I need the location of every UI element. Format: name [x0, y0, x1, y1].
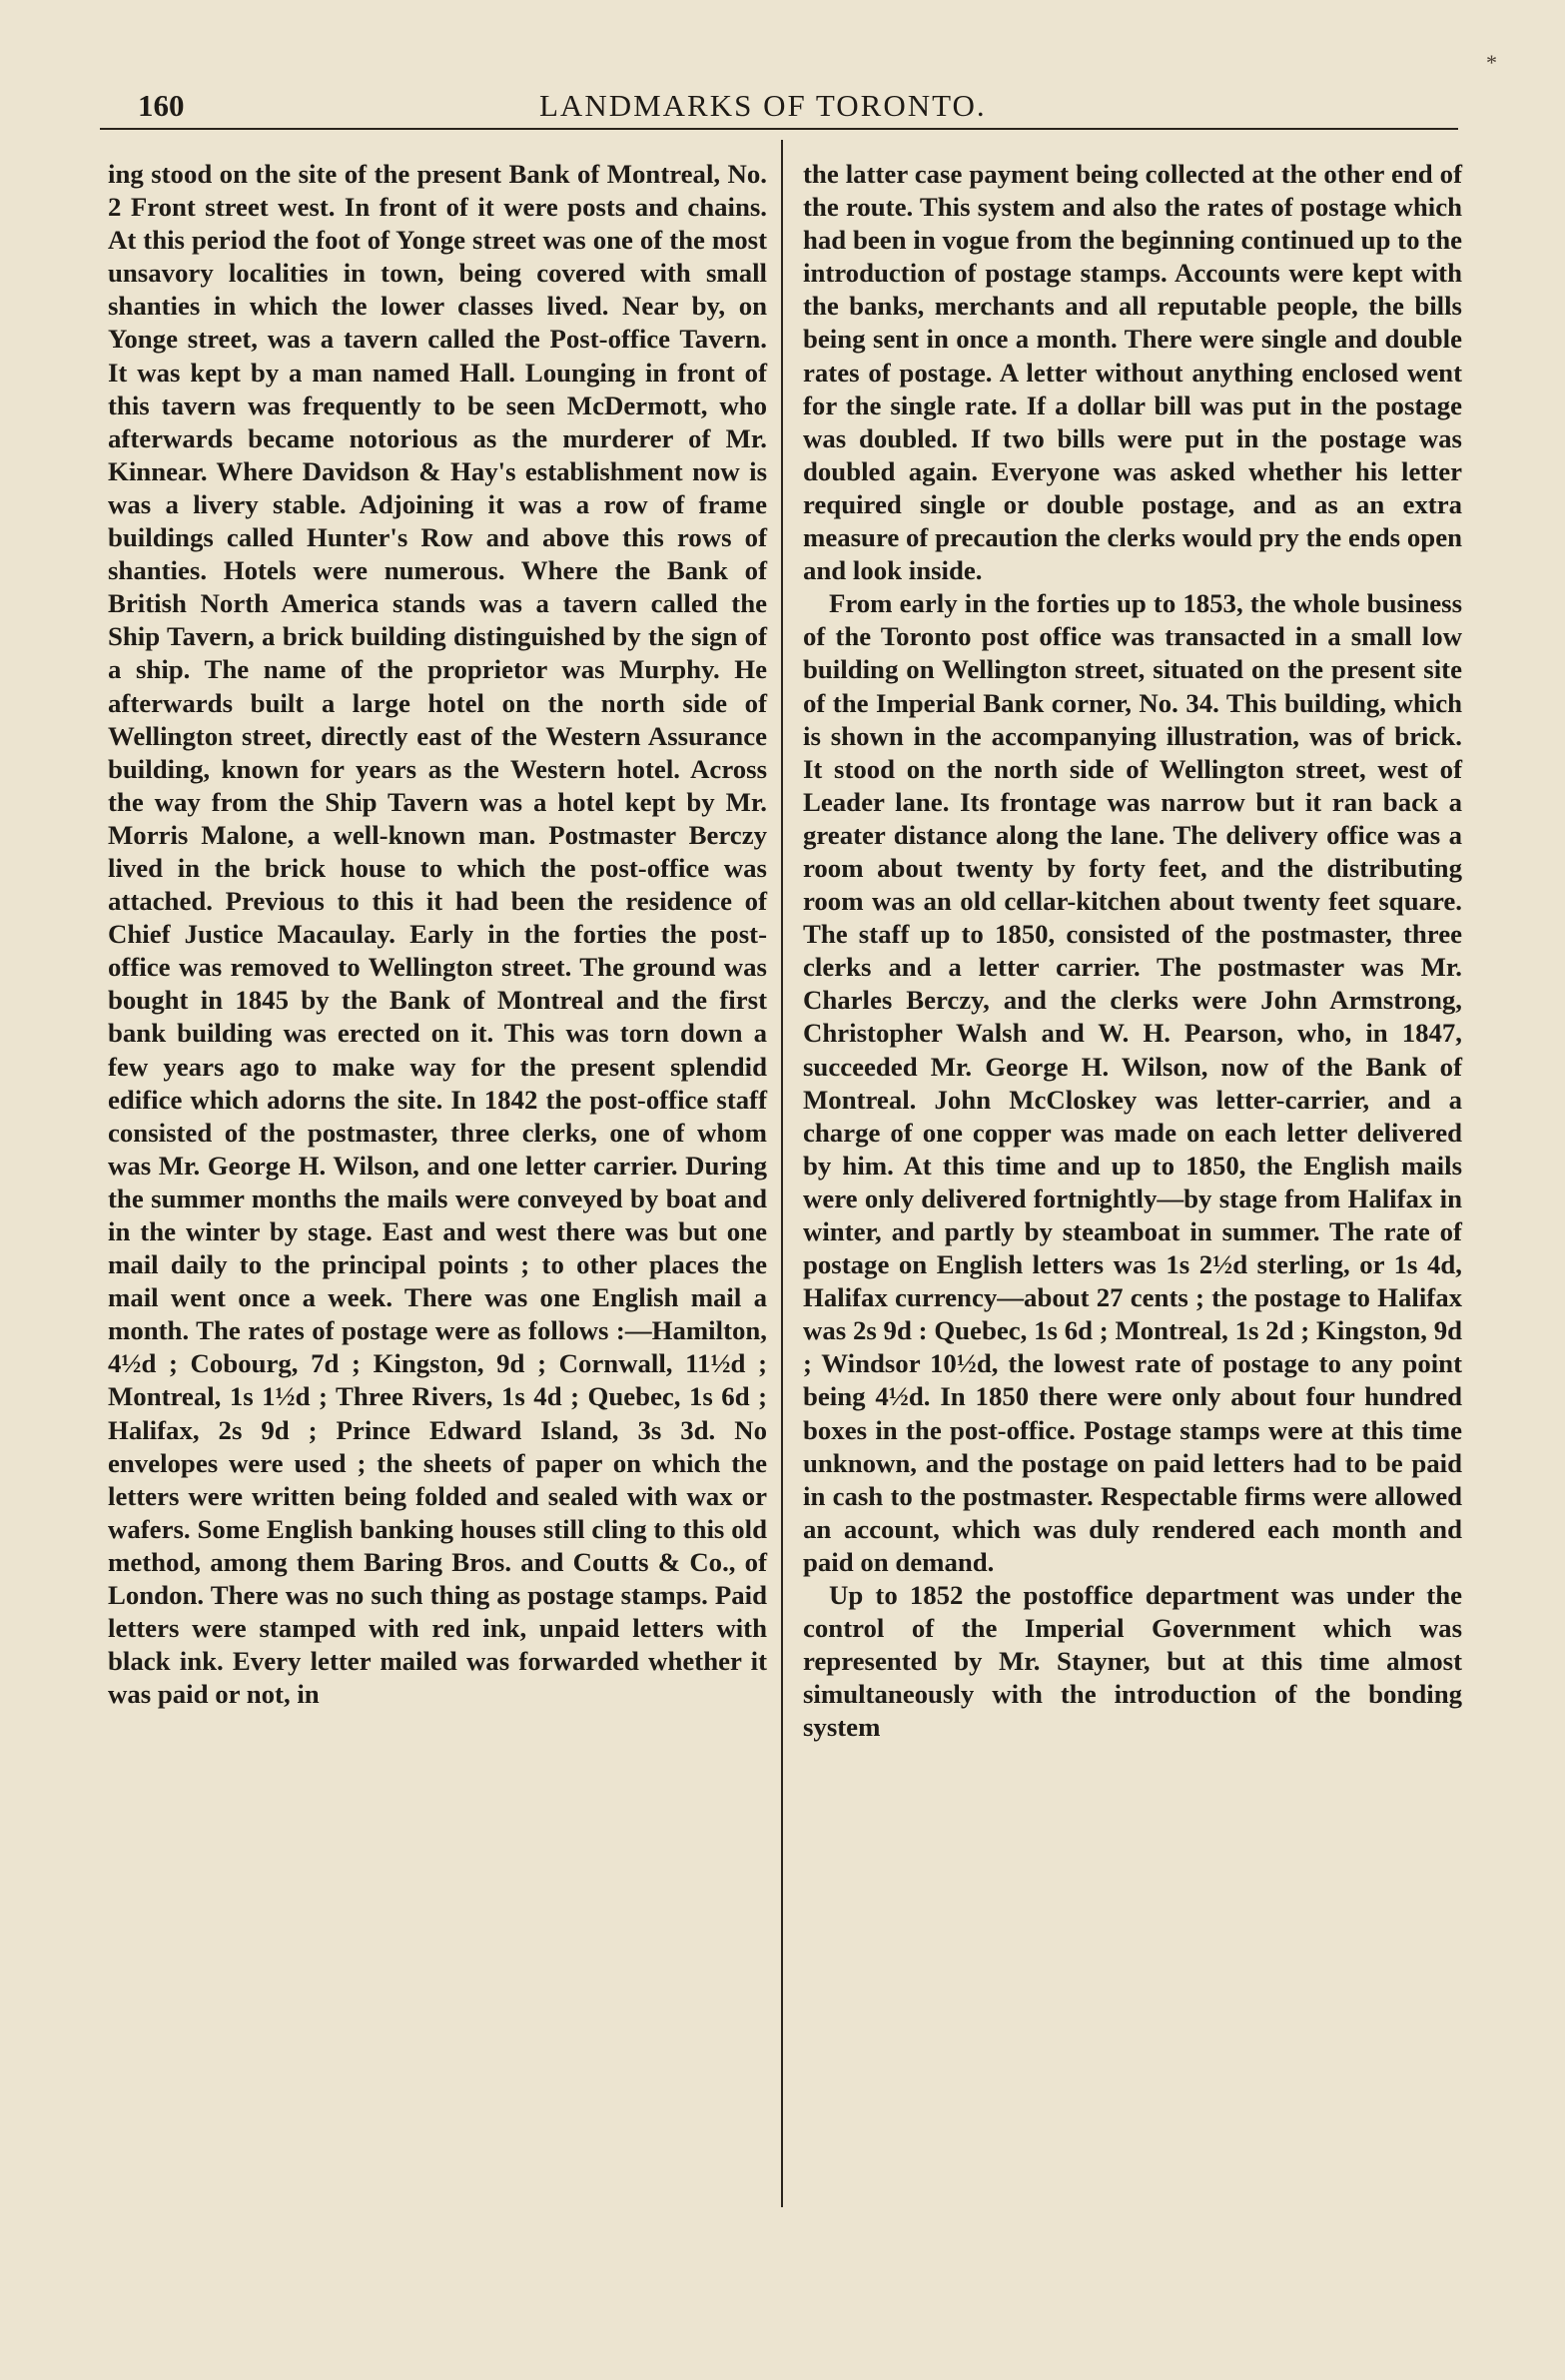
corner-mark: * — [1486, 50, 1497, 75]
left-column — [108, 158, 767, 1711]
right-paragraph-3: Up to 1852 the postoffice department was under the control of the Imperial Government which was represented by Mr. Stayner, but at this time almost simultaneously with the introduction of the bonding system — [803, 1580, 1462, 1743]
right-column — [803, 158, 1462, 1745]
left-paragraph-1: ing stood on the site of the present Bank of Montreal, No. 2 Front street west. In front of it were posts and chains. At this period the foot of Yonge street was one of the most unsavory localities in town, being covered with small shanties in which the lower classes lived. Near by, on Yonge street, was a tavern called the Post-office Tavern. It was kept by a man named Hall. Lounging in front of this tavern was frequently to be seen McDermott, who afterwards became notorious as the murderer of Mr. Kinnear. Where Davidson & Hay's establishment now is was a livery stable. Adjoining it was a row of frame buildings called Hunter's Row and above this rows of shanties. Hotels were numerous. Where the Bank of British North America stands was a tavern called the Ship Tavern, a brick building distinguished by the sign of a ship. The name of the proprietor was Murphy. He afterwards built a large hotel on the north side of Wellington street, directly east of the Western Assurance building, known for years as the Western hotel. Across the way from the Ship Tavern was a hotel kept by Mr. Morris Malone, a well-known man. Postmaster Berczy lived in the brick house to which the post-office was attached. Previous to this it had been the residence of Chief Justice Macaulay. Early in the forties the post-office was removed to Wellington street. The ground was bought in 1845 by the Bank of Montreal and the first bank building was erected on it. This was torn down a few years ago to make way for the present splendid edifice which adorns the site. In 1842 the post-office staff consisted of the postmaster, three clerks, one of whom was Mr. George H. Wilson, and one letter carrier. During the summer months the mails were conveyed by boat and in the winter by stage. East and west there was but one mail daily to the principal points ; to other places the mail went once a week. There was one English mail a month. The rates of postage were as follows :—Hamilton, 4½d ; Cobourg, 7d ; Kingston, 9d ; Cornwall, 11½d ; Montreal, 1s 1½d ; Three Rivers, 1s 4d ; Quebec, 1s 6d ; Halifax, 2s 9d ; Prince Edward Island, 3s 3d. No envelopes were used ; the sheets of paper on which the letters were written being folded and sealed with wax or wafers. Some English banking houses still cling to this old method, among them Baring Bros. and Coutts & Co., of London. There was no such thing as postage stamps. Paid letters were stamped with red ink, unpaid letters with black ink. Every letter mailed was forwarded whether it was paid or not, in — [108, 159, 767, 1710]
page-number: 160 — [138, 88, 185, 123]
page-header — [100, 88, 1458, 130]
column-rule — [781, 140, 783, 2207]
right-paragraph-1: the latter case payment being collected at the other end of the route. This system and also the rates of postage which had been in vogue from the beginning continued up to the introduction of postage stamps. Accounts were kept with the banks, merchants and all reputable people, the bills being sent in once a month. There were single and double rates of postage. A letter without anything enclosed went for the single rate. If a dollar bill was put in the postage was doubled. If two bills were put in the postage was doubled again. Everyone was asked whether his letter required single or double postage, and as an extra measure of precaution the clerks would pry the ends open and look inside. — [803, 159, 1462, 586]
right-paragraph-2: From early in the forties up to 1853, the whole business of the Toronto post office was transacted in a small low building on Wellington street, situated on the present site of the Imperial Bank corner, No. 34. This building, which is shown in the accompanying illustration, was of brick. It stood on the north side of Wellington street, west of Leader lane. Its frontage was narrow but it ran back a greater distance along the lane. The delivery office was a room about twenty by forty feet, and the distributing room was an old cellar-kitchen about twenty feet square. The staff up to 1850, consisted of the postmaster, three clerks and a letter carrier. The postmaster was Mr. Charles Berczy, and the clerks were John Armstrong, Christopher Walsh and W. H. Pearson, who, in 1847, succeeded Mr. George H. Wilson, now of the Bank of Montreal. John McCloskey was letter-carrier, and a charge of one copper was made on each letter delivered by him. At this time and up to 1850, the English mails were only delivered fortnightly—by stage from Halifax in winter, and partly by steamboat in summer. The rate of postage on English letters was 1s 2½d sterling, or 1s 4d, Halifax currency—about 27 cents ; the postage to Halifax was 2s 9d : Quebec, 1s 6d ; Montreal, 1s 2d ; Kingston, 9d ; Windsor 10½d, the lowest rate of postage to any point being 4½d. In 1850 there were only about four hundred boxes in the post-office. Postage stamps were at this time unknown, and the postage on paid letters had to be paid in cash to the postmaster. Respectable firms were allowed an account, which was duly rendered each month and paid on demand. — [803, 588, 1462, 1577]
running-title: LANDMARKS OF TORONTO. — [539, 88, 987, 123]
